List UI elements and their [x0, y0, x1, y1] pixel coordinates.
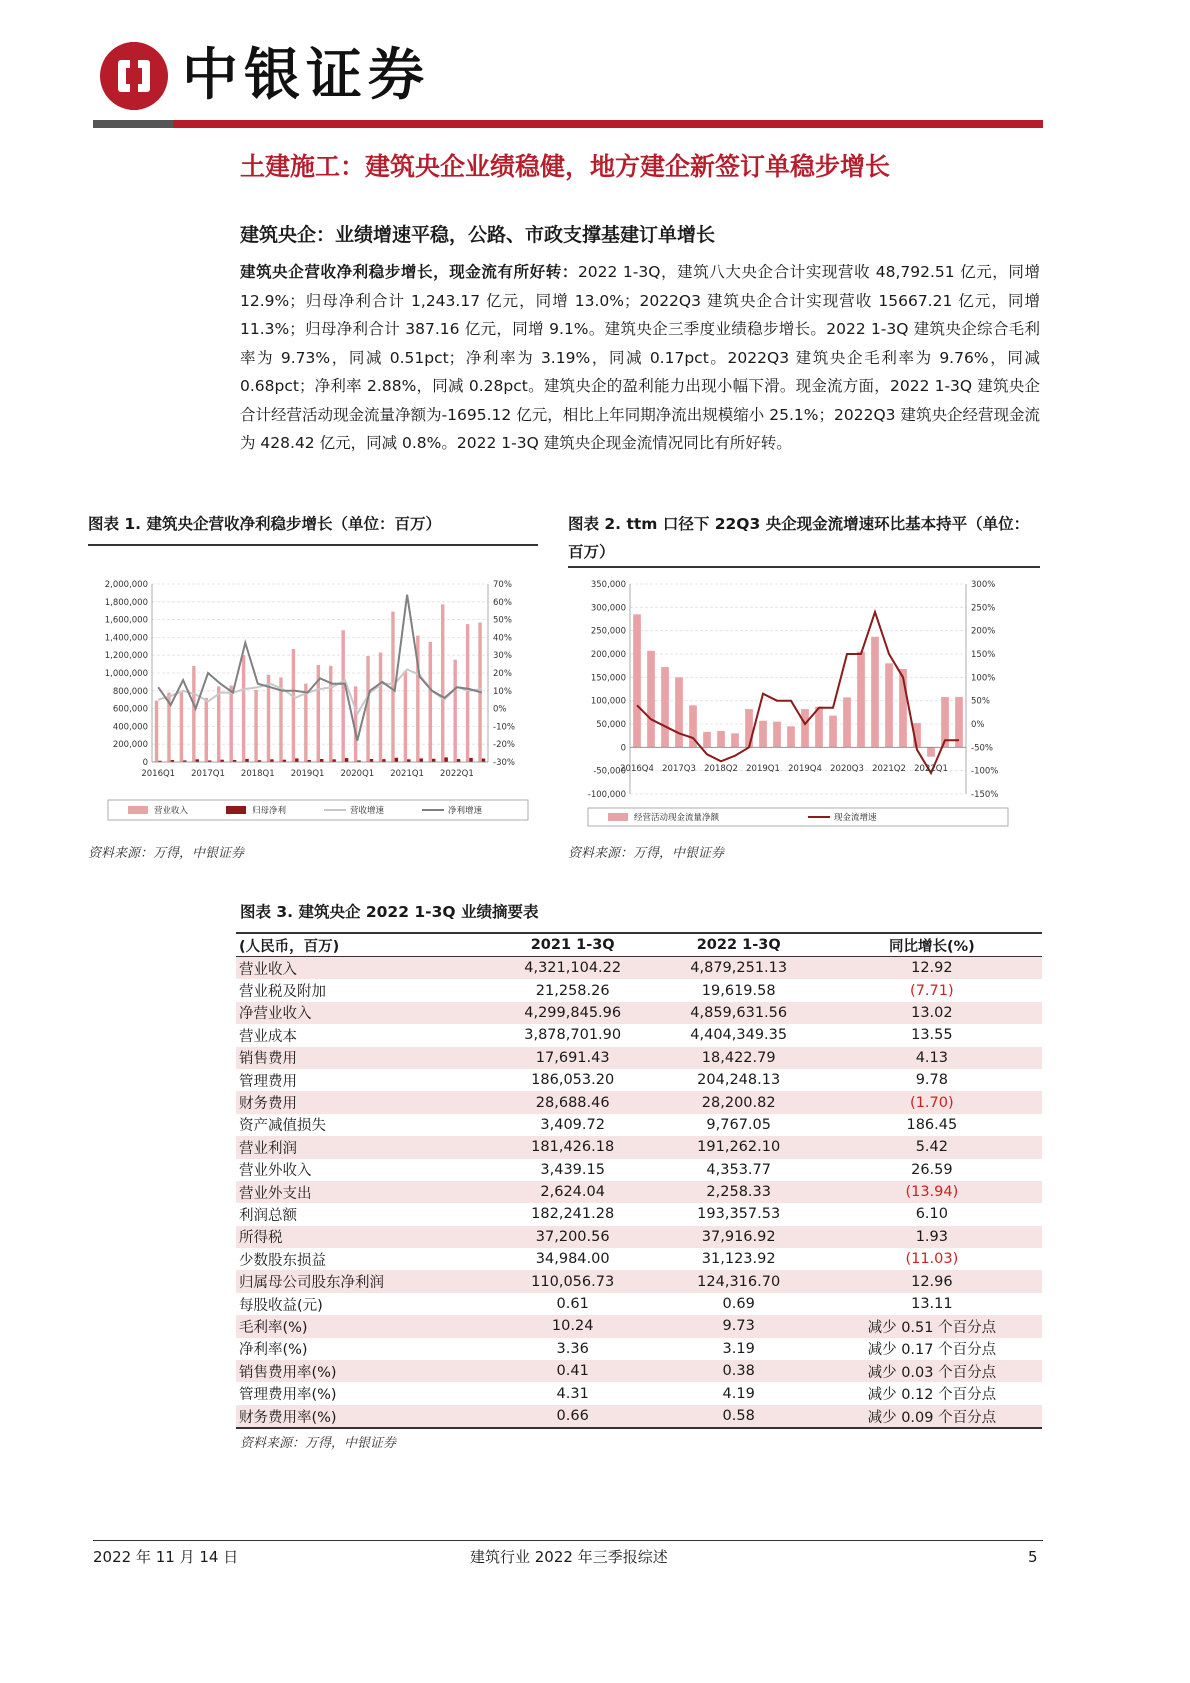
x-tick-label: 2016Q4 [620, 764, 654, 774]
bar-营业收入 [242, 655, 245, 762]
y-right-tick-label: -100% [971, 766, 999, 777]
table-cell: 193,357.53 [697, 1206, 781, 1223]
table-cell: 12.92 [822, 957, 1042, 980]
table-cell: 0.58 [656, 1405, 822, 1428]
y-right-tick-label: 10% [493, 686, 512, 697]
row-label: 营业外支出 [236, 1181, 490, 1203]
table-cell: 37,200.56 [490, 1226, 656, 1248]
table-cell: 减少 0.03 个百分点 [822, 1360, 1042, 1382]
table-row [236, 1091, 1042, 1113]
y-right-tick-label: 250% [971, 603, 996, 614]
row-label: 管理费用 [239, 1073, 297, 1090]
y-right-tick-label: -20% [493, 740, 515, 751]
table-row [236, 1315, 1042, 1337]
table-row [236, 1203, 1042, 1225]
row-label: 财务费用 [236, 1091, 490, 1113]
table-row [236, 1405, 1042, 1428]
row-label: 营业利润 [236, 1136, 490, 1158]
x-tick-label: 2019Q1 [746, 764, 780, 774]
bar-经营活动现金流量净额 [703, 732, 711, 747]
y-left-tick-label: 1,000,000 [104, 669, 148, 679]
table-row [236, 1136, 1042, 1158]
x-tick-label: 2018Q1 [240, 769, 275, 779]
y-right-tick-label: 40% [493, 633, 512, 644]
bar-营业收入 [391, 612, 394, 762]
table-cell: 3.36 [556, 1340, 589, 1357]
table-row [236, 1114, 1042, 1136]
figure1-rule [88, 544, 538, 546]
table-cell: (7.71) [910, 982, 954, 999]
y-right-tick-label: 50% [493, 615, 512, 626]
bar-营业收入 [192, 666, 195, 762]
y-left-tick-label: 1,600,000 [104, 615, 148, 626]
y-right-tick-label: -50% [971, 743, 993, 754]
row-label: 归属母公司股东净利润 [236, 1270, 490, 1292]
table-row [236, 1002, 1042, 1024]
table-cell: 6.10 [915, 1206, 948, 1223]
bar-归母净利 [469, 758, 472, 762]
bar-归母净利 [345, 758, 348, 762]
row-label: 营业收入 [236, 957, 490, 980]
row-label: 所得税 [236, 1226, 490, 1248]
section-title: 土建施工：建筑央企业绩稳健，地方建企新签订单稳步增长 [240, 152, 891, 181]
row-label: 净营业收入 [236, 1002, 490, 1024]
figure2-rule [568, 566, 1040, 568]
table-cell: 0.69 [722, 1296, 755, 1313]
bar-经营活动现金流量净额 [843, 697, 851, 747]
y-left-tick-label: 1,400,000 [104, 633, 148, 644]
footer-page-number: 5 [1028, 1548, 1038, 1566]
legend-label: 净利增速 [448, 806, 483, 816]
x-tick-label: 2019Q4 [788, 764, 822, 774]
bar-经营活动现金流量净额 [661, 667, 669, 747]
row-label: 营业成本 [239, 1028, 297, 1045]
bar-营业收入 [205, 698, 208, 762]
row-label: 管理费用率(%) [239, 1387, 337, 1404]
table-cell: 2,624.04 [490, 1181, 656, 1203]
x-tick-label: 2020Q1 [340, 769, 375, 779]
table-cell: 0.61 [556, 1296, 589, 1313]
figure1-title: 图表 1. 建筑央企营收净利稳步增长（单位：百万） [88, 515, 441, 533]
y-right-tick-label: 70% [493, 580, 512, 590]
table-cell: 181,426.18 [490, 1136, 656, 1158]
y-left-tick-label: 800,000 [112, 686, 148, 697]
legend-swatch [226, 806, 246, 814]
row-label: 少数股东损益 [239, 1252, 326, 1269]
y-right-tick-label: 100% [971, 673, 996, 684]
y-right-tick-label: 30% [493, 651, 512, 662]
summary-table [236, 932, 1042, 1429]
y-left-tick-label: 50,000 [596, 720, 626, 730]
y-left-tick-label: 0 [620, 743, 626, 754]
bar-归母净利 [395, 758, 398, 762]
bar-营业收入 [341, 630, 344, 762]
table-cell: (13.94) [822, 1181, 1042, 1203]
table-cell: 124,316.70 [656, 1270, 822, 1292]
table-header-row [236, 933, 1042, 957]
table-cell: 4,404,349.35 [690, 1027, 788, 1044]
bar-经营活动现金流量净额 [927, 747, 935, 756]
bar-营业收入 [304, 684, 307, 762]
table-cell: 28,688.46 [490, 1091, 656, 1113]
table-row [236, 1069, 1042, 1091]
table-row [236, 1382, 1042, 1404]
y-right-tick-label: 300% [971, 580, 996, 590]
paragraph-lead: 建筑央企营收净利稳步增长，现金流有所好转： [240, 263, 578, 281]
table-cell: (1.70) [822, 1091, 1042, 1113]
table-cell: 4.31 [556, 1385, 589, 1402]
x-tick-label: 2022Q1 [440, 769, 474, 779]
bar-经营活动现金流量净额 [815, 707, 823, 748]
y-right-tick-label: 20% [493, 669, 512, 679]
bar-归母净利 [382, 759, 385, 762]
table-row [236, 957, 1042, 980]
row-label: 营业外收入 [239, 1163, 312, 1180]
table-cell: 4,353.77 [706, 1161, 771, 1178]
bar-营业收入 [466, 624, 469, 762]
sub-title: 建筑央企：业绩增速平稳，公路、市政支撑基建订单增长 [240, 224, 716, 246]
row-label: 净利率(%) [239, 1342, 308, 1359]
table-row [236, 979, 1042, 1001]
y-left-tick-label: 200,000 [112, 740, 148, 751]
table-cell: 减少 0.51 个百分点 [822, 1315, 1042, 1337]
brand-name: 中银证券 [182, 42, 430, 108]
y-left-tick-label: 100,000 [590, 696, 626, 707]
table-cell: 37,916.92 [656, 1226, 822, 1248]
bar-营业收入 [453, 660, 456, 762]
table-cell: 34,984.00 [535, 1251, 610, 1268]
table-header: 2021 1-3Q [490, 933, 656, 957]
x-tick-label: 2022Q1 [914, 764, 948, 774]
bar-营业收入 [229, 685, 232, 762]
bar-归母净利 [457, 759, 460, 762]
table-cell: 9.73 [656, 1315, 822, 1337]
table-cell: 31,123.92 [701, 1251, 776, 1268]
legend-label: 营收增速 [350, 806, 385, 816]
table-title: 图表 3. 建筑央企 2022 1-3Q 业绩摘要表 [240, 903, 539, 921]
table-cell: 减少 0.12 个百分点 [867, 1387, 997, 1404]
table-cell: 204,248.13 [697, 1072, 781, 1089]
table-cell: 18,422.79 [656, 1047, 822, 1069]
x-tick-label: 2020Q3 [830, 764, 864, 774]
figure1-chart [88, 548, 538, 838]
bar-归母净利 [482, 759, 485, 762]
bar-经营活动现金流量净额 [773, 722, 781, 748]
table-cell: 186.45 [906, 1116, 958, 1133]
y-left-tick-label: -50,000 [593, 766, 626, 777]
table-cell: 4.19 [722, 1385, 755, 1402]
bar-经营活动现金流量净额 [885, 663, 893, 747]
table-cell: 9,767.05 [706, 1116, 771, 1133]
bar-经营活动现金流量净额 [647, 651, 655, 748]
bar-归母净利 [370, 759, 373, 762]
bar-营业收入 [292, 649, 295, 762]
header-rule-dark [93, 120, 173, 128]
table-row [236, 1024, 1042, 1046]
table-cell: 3,439.15 [540, 1161, 605, 1178]
table-row [236, 1226, 1042, 1248]
table-cell: 5.42 [822, 1136, 1042, 1158]
table-cell: 1.93 [822, 1226, 1042, 1248]
table-header: 2022 1-3Q [656, 933, 822, 957]
y-right-tick-label: -10% [493, 722, 515, 733]
table-cell: 12.96 [822, 1270, 1042, 1292]
table-cell: 17,691.43 [490, 1047, 656, 1069]
footer-rule [93, 1540, 1043, 1541]
table-row [236, 1248, 1042, 1270]
row-label: 资产减值损失 [239, 1118, 326, 1135]
y-left-tick-label: 400,000 [112, 722, 148, 733]
logo-hole [126, 68, 142, 84]
table-row [236, 1360, 1042, 1382]
row-label: 利润总额 [239, 1207, 297, 1224]
y-right-tick-label: 60% [493, 597, 512, 608]
bar-归母净利 [320, 759, 323, 762]
table-cell: 10.24 [490, 1315, 656, 1337]
legend-label: 营业收入 [154, 806, 189, 816]
table-cell: 4,299,845.96 [490, 1002, 656, 1024]
bar-归母净利 [295, 758, 298, 762]
legend-label: 经营活动现金流量净额 [634, 813, 720, 823]
bar-归母净利 [196, 759, 199, 762]
figure2-title: 图表 2. ttm 口径下 22Q3 央企现金流增速环比基本持平（单位：百万） [568, 515, 1030, 561]
table-cell: 3,409.72 [540, 1116, 605, 1133]
y-left-tick-label: 350,000 [590, 580, 626, 590]
bar-经营活动现金流量净额 [675, 677, 683, 747]
bar-经营活动现金流量净额 [801, 709, 809, 747]
bar-营业收入 [254, 690, 257, 762]
footer-report-name: 建筑行业 2022 年三季报综述 [470, 1548, 668, 1566]
figure1-source: 资料来源：万得，中银证券 [88, 846, 245, 861]
bar-经营活动现金流量净额 [731, 733, 739, 747]
bar-归母净利 [407, 759, 410, 762]
table-row [236, 1181, 1042, 1203]
y-left-tick-label: 0 [142, 758, 148, 768]
y-right-tick-label: 50% [971, 696, 990, 707]
table-cell: 21,258.26 [535, 982, 610, 999]
y-left-tick-label: 1,800,000 [104, 597, 148, 608]
x-tick-label: 2021Q2 [872, 764, 906, 774]
table-cell: 减少 0.09 个百分点 [822, 1405, 1042, 1428]
line-现金流增速 [637, 612, 959, 773]
y-left-tick-label: 600,000 [112, 704, 148, 715]
x-tick-label: 2021Q1 [390, 769, 424, 779]
bar-营业收入 [366, 656, 369, 762]
row-label: 销售费用率(%) [236, 1360, 490, 1382]
table-cell: 13.11 [911, 1296, 953, 1313]
bar-经营活动现金流量净额 [787, 726, 795, 747]
y-left-tick-label: 1,200,000 [104, 651, 148, 662]
table-cell: 110,056.73 [490, 1270, 656, 1292]
bar-营业收入 [379, 653, 382, 762]
table-header: (人民币，百万) [236, 933, 490, 957]
y-right-tick-label: -30% [493, 758, 515, 768]
y-right-tick-label: -150% [971, 790, 999, 800]
table-cell: 3,878,701.90 [524, 1027, 622, 1044]
y-left-tick-label: -100,000 [587, 790, 626, 800]
row-label: 每股收益(元) [239, 1297, 323, 1314]
bar-营业收入 [180, 692, 183, 762]
y-right-tick-label: 200% [971, 626, 996, 637]
bar-归母净利 [245, 759, 248, 762]
table-cell: 4.13 [822, 1047, 1042, 1069]
table-cell: 28,200.82 [656, 1091, 822, 1113]
table-cell: 13.55 [911, 1027, 953, 1044]
table-cell: 3.19 [722, 1340, 755, 1357]
table-cell: 4,859,631.56 [656, 1002, 822, 1024]
table-cell: 4,879,251.13 [656, 957, 822, 980]
y-left-tick-label: 300,000 [590, 603, 626, 614]
table-row [236, 1338, 1042, 1360]
bar-营业收入 [429, 642, 432, 762]
legend-label: 归母净利 [252, 806, 287, 816]
x-tick-label: 2017Q3 [662, 764, 696, 774]
legend-label: 现金流增速 [834, 813, 877, 823]
table-cell: 182,241.28 [531, 1206, 615, 1223]
bar-营业收入 [217, 686, 220, 762]
row-label: 销售费用 [236, 1047, 490, 1069]
body-paragraph [240, 258, 1040, 458]
x-tick-label: 2016Q1 [141, 769, 176, 779]
bar-经营活动现金流量净额 [857, 652, 865, 748]
table-cell: 26.59 [911, 1161, 953, 1178]
x-tick-label: 2019Q1 [290, 769, 325, 779]
y-left-tick-label: 250,000 [590, 626, 626, 637]
y-left-tick-label: 150,000 [590, 673, 626, 684]
table-cell: 13.02 [822, 1002, 1042, 1024]
table-cell: 9.78 [915, 1072, 948, 1089]
paragraph-body: 2022 1-3Q，建筑八大央企合计实现营收 48,792.51 亿元，同增 12.9%；归母净利合计 1,243.17 亿元，同增 13.0%；2022Q3 建筑央企合计实现营收 15667.21 亿元，同增 11.3%；归母净利合计 387.16 亿元，同增 9.1%。建筑央企三季度业绩稳步增长。2022 1-3Q 建筑央企综合毛利率为 9.73%，同减 0.51pct；净利率为 3.19%，同减 0.17pct。2022Q3 建筑央企毛利率为 9.76%，同减 0.68pct；净利率 2.88%，同减 0.28pct。建筑央企的盈利能力出现小幅下滑。现金流方面，2022 1-3Q 建筑央企合计经营活动现金流量净额为-1695.12 亿元，相比上年同期净流出规模缩小 25.1%；2022Q3 建筑央企经营现金流为 428.42 亿元，同减 0.8%。2022 1-3Q 建筑央企现金流情况同比有所好转。 [240, 263, 1040, 452]
footer-date: 2022 年 11 月 14 日 [93, 1548, 239, 1566]
row-label: 毛利率(%) [236, 1315, 490, 1337]
bar-归母净利 [332, 759, 335, 762]
legend-swatch [128, 806, 148, 814]
legend-swatch [608, 813, 628, 821]
y-left-tick-label: 2,000,000 [104, 580, 148, 590]
table-cell: 19,619.58 [701, 982, 776, 999]
bar-经营活动现金流量净额 [871, 637, 879, 748]
table-source: 资料来源：万得，中银证券 [240, 1436, 397, 1451]
y-right-tick-label: 0% [493, 704, 507, 715]
bar-经营活动现金流量净额 [745, 709, 753, 747]
x-tick-label: 2018Q2 [704, 764, 738, 774]
table-header: 同比增长(%) [822, 933, 1042, 957]
row-label: 营业税及附加 [239, 984, 326, 1001]
bar-归母净利 [444, 757, 447, 762]
y-right-tick-label: 0% [971, 720, 985, 730]
y-right-tick-label: 150% [971, 650, 996, 660]
table-cell: 4,321,104.22 [490, 957, 656, 980]
table-row [236, 1293, 1042, 1315]
table-cell: 0.66 [490, 1405, 656, 1428]
table-row [236, 1159, 1042, 1181]
bar-归母净利 [270, 759, 273, 762]
bar-经营活动现金流量净额 [829, 716, 837, 748]
table-cell: 191,262.10 [656, 1136, 822, 1158]
table-cell: 0.38 [656, 1360, 822, 1382]
table-cell: 186,053.20 [531, 1072, 615, 1089]
table-cell: (11.03) [905, 1251, 959, 1268]
y-left-tick-label: 200,000 [590, 650, 626, 660]
figure2-chart [568, 570, 1040, 838]
table-cell: 减少 0.17 个百分点 [867, 1342, 997, 1359]
table-row [236, 1270, 1042, 1292]
bar-归母净利 [432, 759, 435, 762]
bar-营业收入 [329, 666, 332, 762]
row-label: 财务费用率(%) [236, 1405, 490, 1428]
bar-营业收入 [441, 604, 444, 762]
bar-营业收入 [155, 701, 158, 762]
header-rule-red [173, 120, 1043, 128]
bar-营业收入 [404, 671, 407, 762]
bar-归母净利 [420, 758, 423, 762]
figure2-source: 资料来源：万得，中银证券 [568, 846, 725, 861]
x-tick-label: 2017Q1 [191, 769, 225, 779]
bar-经营活动现金流量净额 [717, 731, 725, 747]
bar-经营活动现金流量净额 [759, 721, 767, 748]
bar-经营活动现金流量净额 [633, 614, 641, 747]
table-row [236, 1047, 1042, 1069]
table-cell: 2,258.33 [656, 1181, 822, 1203]
table-cell: 0.41 [490, 1360, 656, 1382]
